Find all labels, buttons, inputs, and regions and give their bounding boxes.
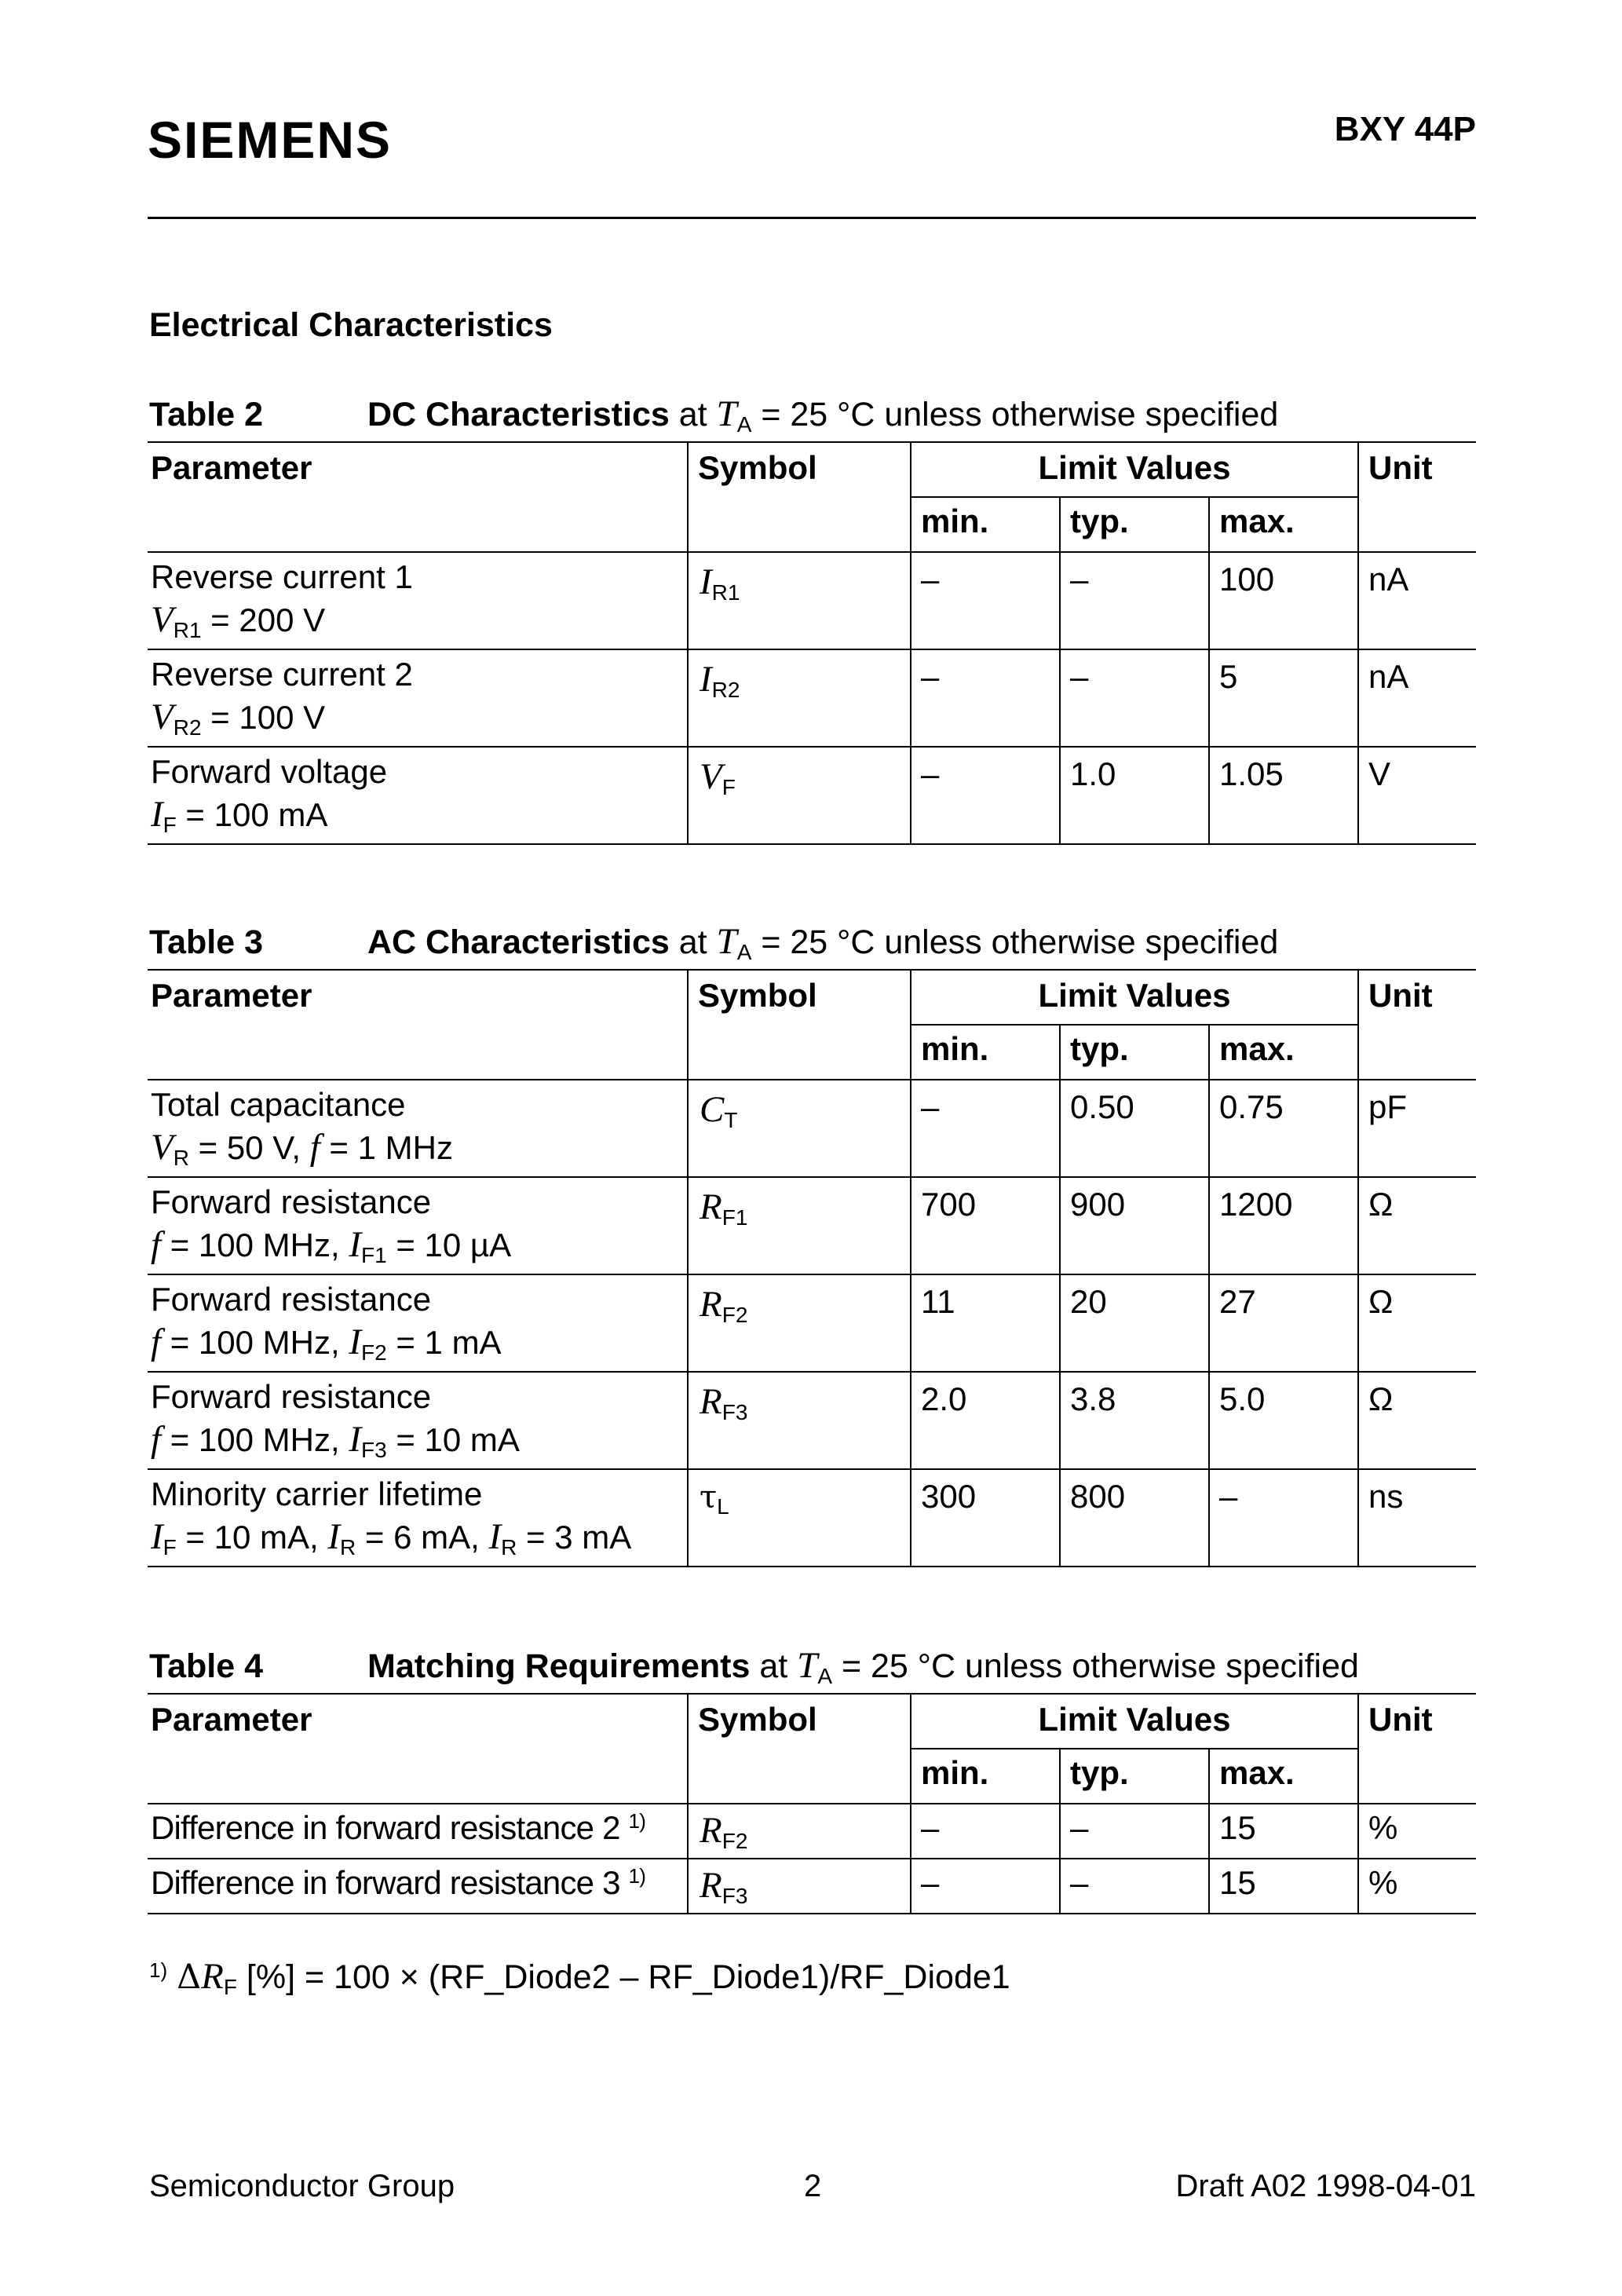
value-min: 2.0	[911, 1372, 1060, 1469]
value-max: –	[1209, 1469, 1358, 1567]
value-max: 5	[1209, 649, 1358, 747]
param-condition: = 3 mA	[517, 1519, 632, 1556]
param-name: Reverse current 2	[151, 656, 413, 693]
param-name: Forward resistance	[151, 1378, 432, 1415]
matching-requirements-table	[148, 1693, 1476, 1914]
param-name: Reverse current 1	[151, 558, 413, 595]
value-min: 11	[911, 1274, 1060, 1372]
value-max: 1200	[1209, 1177, 1358, 1274]
header-min: min.	[911, 1025, 1060, 1080]
value-typ: –	[1060, 552, 1209, 649]
header-unit: Unit	[1358, 970, 1476, 1080]
table-row: Difference in forward resistance 2 $^{1)}$ $R_{F2}$ – – 15 %	[148, 1804, 1476, 1859]
header-min: min.	[911, 497, 1060, 552]
value-unit: %	[1358, 1804, 1476, 1859]
value-min: –	[911, 649, 1060, 747]
dc-characteristics-table	[148, 441, 1476, 845]
value-max: 15	[1209, 1859, 1358, 1914]
value-max: 0.75	[1209, 1080, 1358, 1177]
value-min: 300	[911, 1469, 1060, 1567]
value-min: –	[911, 747, 1060, 844]
param-condition: = 100 V	[201, 699, 326, 736]
param-condition: = 10 µA	[386, 1227, 512, 1263]
table-row: Minority carrier lifetime $I_F = 10$ mA, $I_R = 6$ mA, $I_R = 3$ mA $\tau_L$ 300 800 – ns	[148, 1469, 1476, 1567]
table-row: Reverse current 2 $V_{R2} = 100$ V $I_{R2}$ – – 5 nA	[148, 649, 1476, 747]
value-min: 700	[911, 1177, 1060, 1274]
value-unit: ns	[1358, 1469, 1476, 1567]
param-name: Minority carrier lifetime	[151, 1475, 483, 1512]
header-parameter: Parameter	[148, 1694, 688, 1804]
value-min: –	[911, 1859, 1060, 1914]
value-typ: 3.8	[1060, 1372, 1209, 1469]
part-number: BXY 44P	[1334, 110, 1476, 148]
param-name: Total capacitance	[151, 1086, 406, 1123]
header-parameter: Parameter	[148, 442, 688, 552]
table-row: Forward resistance f = 100 MHz, $I_{F1} = 10$ µA $R_{F1}$ 700 900 1200 Ω	[148, 1177, 1476, 1274]
value-min: –	[911, 1080, 1060, 1177]
header-min: min.	[911, 1749, 1060, 1804]
table4-title: Matching Requirements	[367, 1647, 751, 1685]
table3-condition: = 25 °C unless otherwise specified	[751, 923, 1279, 961]
param-condition: = 10 mA	[386, 1421, 520, 1458]
value-min: –	[911, 1804, 1060, 1859]
value-max: 100	[1209, 552, 1358, 649]
table3-title: AC Characteristics	[367, 923, 670, 961]
table3-caption: Table 3 AC Characteristics at $T_A = 25$ °C unless otherwise specified	[149, 921, 1279, 964]
value-unit: nA	[1358, 649, 1476, 747]
value-unit: V	[1358, 747, 1476, 844]
param-condition: = 100 mA	[176, 796, 328, 833]
page-number: 2	[804, 2169, 822, 2203]
footnote-mark: 1)	[149, 1958, 168, 1982]
value-unit: Ω	[1358, 1177, 1476, 1274]
header-typ: typ.	[1060, 497, 1209, 552]
value-unit: Ω	[1358, 1372, 1476, 1469]
table2-label: Table 2	[149, 396, 263, 433]
header-limit-values: Limit Values	[911, 1694, 1358, 1749]
header-parameter: Parameter	[148, 970, 688, 1080]
table-row: Reverse current 1 $V_{R1} = 200$ V $I_{R1}$ – – 100 nA	[148, 552, 1476, 649]
header-symbol: Symbol	[688, 970, 911, 1080]
value-typ: –	[1060, 1804, 1209, 1859]
value-typ: 1.0	[1060, 747, 1209, 844]
value-unit: nA	[1358, 552, 1476, 649]
value-typ: –	[1060, 649, 1209, 747]
footnote-text: [%] = 100 × (RF_Diode2 – RF_Diode1)/RF_Diode1	[236, 1958, 1010, 1996]
header-symbol: Symbol	[688, 1694, 911, 1804]
param-condition: = 100 MHz,	[161, 1421, 349, 1458]
param-name: Forward resistance	[151, 1183, 432, 1220]
value-max: 5.0	[1209, 1372, 1358, 1469]
footnote-ref: 1)	[628, 1809, 646, 1833]
value-unit: %	[1358, 1859, 1476, 1914]
header-max: max.	[1209, 1025, 1358, 1080]
table2-condition: = 25 °C unless otherwise specified	[751, 396, 1279, 433]
param-condition: = 10 mA,	[176, 1519, 328, 1556]
table-row: Forward resistance f = 100 MHz, $I_{F3} = 10$ mA $R_{F3}$ 2.0 3.8 5.0 Ω	[148, 1372, 1476, 1469]
table-row: Difference in forward resistance 3 $^{1)}$ $R_{F3}$ – – 15 %	[148, 1859, 1476, 1914]
param-condition: = 6 mA,	[356, 1519, 489, 1556]
ac-characteristics-table	[148, 969, 1476, 1567]
value-max: 1.05	[1209, 747, 1358, 844]
value-typ: 800	[1060, 1469, 1209, 1567]
header-divider	[148, 217, 1476, 219]
value-unit: Ω	[1358, 1274, 1476, 1372]
table2-caption: Table 2 DC Characteristics at $T_A = 25$ °C unless otherwise specified	[149, 393, 1279, 437]
header-max: max.	[1209, 1749, 1358, 1804]
footer-left: Semiconductor Group	[149, 2169, 455, 2203]
value-typ: 20	[1060, 1274, 1209, 1372]
param-condition: = 200 V	[201, 601, 326, 638]
param-name: Difference in forward resistance 3	[151, 1864, 620, 1901]
table-row: Forward resistance f = 100 MHz, $I_{F2} = 1$ mA $R_{F2}$ 11 20 27 Ω	[148, 1274, 1476, 1372]
value-max: 15	[1209, 1804, 1358, 1859]
value-unit: pF	[1358, 1080, 1476, 1177]
param-condition: = 50 V,	[188, 1129, 310, 1166]
table3-label: Table 3	[149, 923, 263, 961]
param-condition: = 1 MHz	[320, 1129, 453, 1166]
value-typ: 900	[1060, 1177, 1209, 1274]
table-row: Forward voltage $I_F = 100$ mA $V_F$ – 1.0 1.05 V	[148, 747, 1476, 844]
param-condition: = 100 MHz,	[161, 1324, 349, 1361]
table-row: Total capacitance $V_R = 50$ V, f = 1 MHz $C_T$ – 0.50 0.75 pF	[148, 1080, 1476, 1177]
header-typ: typ.	[1060, 1025, 1209, 1080]
header-limit-values: Limit Values	[911, 970, 1358, 1025]
table2-title: DC Characteristics	[367, 396, 670, 433]
param-condition: = 100 MHz,	[161, 1227, 349, 1263]
header-unit: Unit	[1358, 1694, 1476, 1804]
header-max: max.	[1209, 497, 1358, 552]
footnote: $^{1)}$ $\Delta R_F$ [%] = 100 × (RF_Diode2 – RF_Diode1)/RF_Diode1	[149, 1956, 1010, 1999]
siemens-logo: SIEMENS	[148, 111, 393, 169]
header-unit: Unit	[1358, 442, 1476, 552]
header-symbol: Symbol	[688, 442, 911, 552]
param-name: Forward resistance	[151, 1281, 432, 1318]
header-limit-values: Limit Values	[911, 442, 1358, 497]
table4-caption: Table 4 Matching Requirements at $T_A = 25$ °C unless otherwise specified	[149, 1645, 1359, 1688]
header-typ: typ.	[1060, 1749, 1209, 1804]
param-condition: = 1 mA	[386, 1324, 502, 1361]
value-max: 27	[1209, 1274, 1358, 1372]
table4-label: Table 4	[149, 1647, 263, 1685]
section-title: Electrical Characteristics	[149, 306, 553, 344]
param-name: Forward voltage	[151, 753, 388, 790]
value-typ: 0.50	[1060, 1080, 1209, 1177]
value-typ: –	[1060, 1859, 1209, 1914]
table4-condition: = 25 °C unless otherwise specified	[832, 1647, 1359, 1685]
value-min: –	[911, 552, 1060, 649]
footnote-ref: 1)	[628, 1864, 646, 1888]
param-name: Difference in forward resistance 2	[151, 1809, 620, 1846]
footer-right: Draft A02 1998-04-01	[1175, 2169, 1476, 2203]
